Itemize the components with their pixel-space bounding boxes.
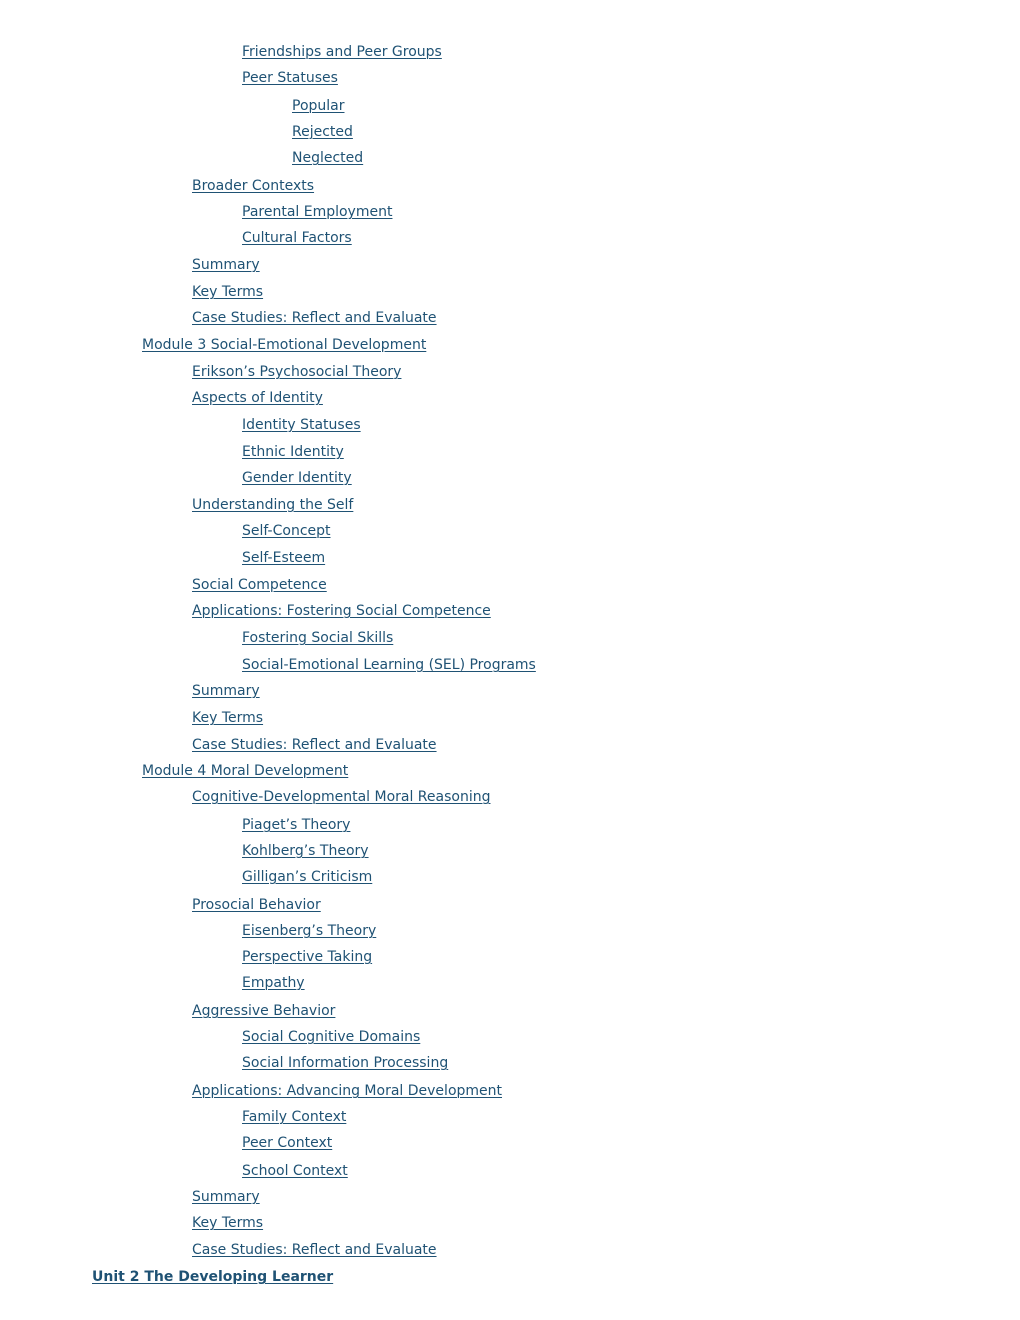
toc-item-link[interactable]: Social Information Processing bbox=[242, 1055, 449, 1071]
toc-item-link[interactable]: Cognitive-Developmental Moral Reasoning bbox=[192, 789, 491, 805]
toc-item-link[interactable]: Social-Emotional Learning (SEL) Programs bbox=[242, 657, 536, 673]
toc-item-link[interactable]: Prosocial Behavior bbox=[192, 897, 321, 913]
toc-module-link[interactable]: Module 4 Moral Development bbox=[142, 763, 349, 779]
toc-item-link[interactable]: Friendships and Peer Groups bbox=[242, 44, 442, 60]
toc-item-link[interactable]: Peer Statuses bbox=[242, 70, 338, 86]
toc-item-link[interactable]: Identity Statuses bbox=[242, 417, 361, 433]
toc-item-link[interactable]: Self-Esteem bbox=[242, 550, 326, 566]
toc-item-link[interactable]: Applications: Advancing Moral Development bbox=[192, 1083, 503, 1099]
toc-item-link[interactable]: Summary bbox=[192, 257, 260, 273]
toc-item-link[interactable]: Eisenberg’s Theory bbox=[242, 923, 377, 939]
toc-item-link[interactable]: Perspective Taking bbox=[242, 949, 373, 965]
toc-item-link[interactable]: Case Studies: Reflect and Evaluate bbox=[192, 1242, 437, 1258]
toc-item-link[interactable]: Key Terms bbox=[192, 1215, 264, 1231]
toc-item-link[interactable]: Summary bbox=[192, 683, 260, 699]
toc-item-link[interactable]: Family Context bbox=[242, 1109, 347, 1125]
toc-item-link[interactable]: Cultural Factors bbox=[242, 230, 352, 246]
toc-item-link[interactable]: Understanding the Self bbox=[192, 497, 354, 513]
toc-item-link[interactable]: Neglected bbox=[292, 150, 364, 166]
toc-item-link[interactable]: Popular bbox=[292, 98, 345, 114]
toc-item-link[interactable]: Broader Contexts bbox=[192, 178, 315, 194]
toc-item-link[interactable]: Piaget’s Theory bbox=[242, 817, 351, 833]
toc-item-link[interactable]: Erikson’s Psychosocial Theory bbox=[192, 364, 402, 380]
toc-item-link[interactable]: School Context bbox=[242, 1163, 348, 1179]
toc-item-link[interactable]: Gender Identity bbox=[242, 470, 352, 486]
toc-item-link[interactable]: Empathy bbox=[242, 975, 305, 991]
toc-module-link[interactable]: Module 3 Social-Emotional Development bbox=[142, 337, 427, 353]
toc-item-link[interactable]: Key Terms bbox=[192, 710, 264, 726]
toc-item-link[interactable]: Case Studies: Reflect and Evaluate bbox=[192, 310, 437, 326]
toc-item-link[interactable]: Aggressive Behavior bbox=[192, 1003, 336, 1019]
toc-item-link[interactable]: Parental Employment bbox=[242, 204, 393, 220]
toc-item-link[interactable]: Social Competence bbox=[192, 577, 327, 593]
toc-item-link[interactable]: Key Terms bbox=[192, 284, 264, 300]
toc-item-link[interactable]: Peer Context bbox=[242, 1135, 333, 1151]
toc-item-link[interactable]: Gilligan’s Criticism bbox=[242, 869, 373, 885]
toc-item-link[interactable]: Self-Concept bbox=[242, 523, 331, 539]
toc-item-link[interactable]: Applications: Fostering Social Competence bbox=[192, 603, 491, 619]
toc-item-link[interactable]: Aspects of Identity bbox=[192, 390, 323, 406]
toc-item-link[interactable]: Summary bbox=[192, 1189, 260, 1205]
toc-unit-link[interactable]: Unit 2 The Developing Learner bbox=[92, 1269, 334, 1285]
toc-item-link[interactable]: Rejected bbox=[292, 124, 353, 140]
toc-item-link[interactable]: Fostering Social Skills bbox=[242, 630, 394, 646]
toc-item-link[interactable]: Social Cognitive Domains bbox=[242, 1029, 421, 1045]
toc-item-link[interactable]: Ethnic Identity bbox=[242, 444, 344, 460]
toc-item-link[interactable]: Kohlberg’s Theory bbox=[242, 843, 369, 859]
toc-item-link[interactable]: Case Studies: Reflect and Evaluate bbox=[192, 737, 437, 753]
